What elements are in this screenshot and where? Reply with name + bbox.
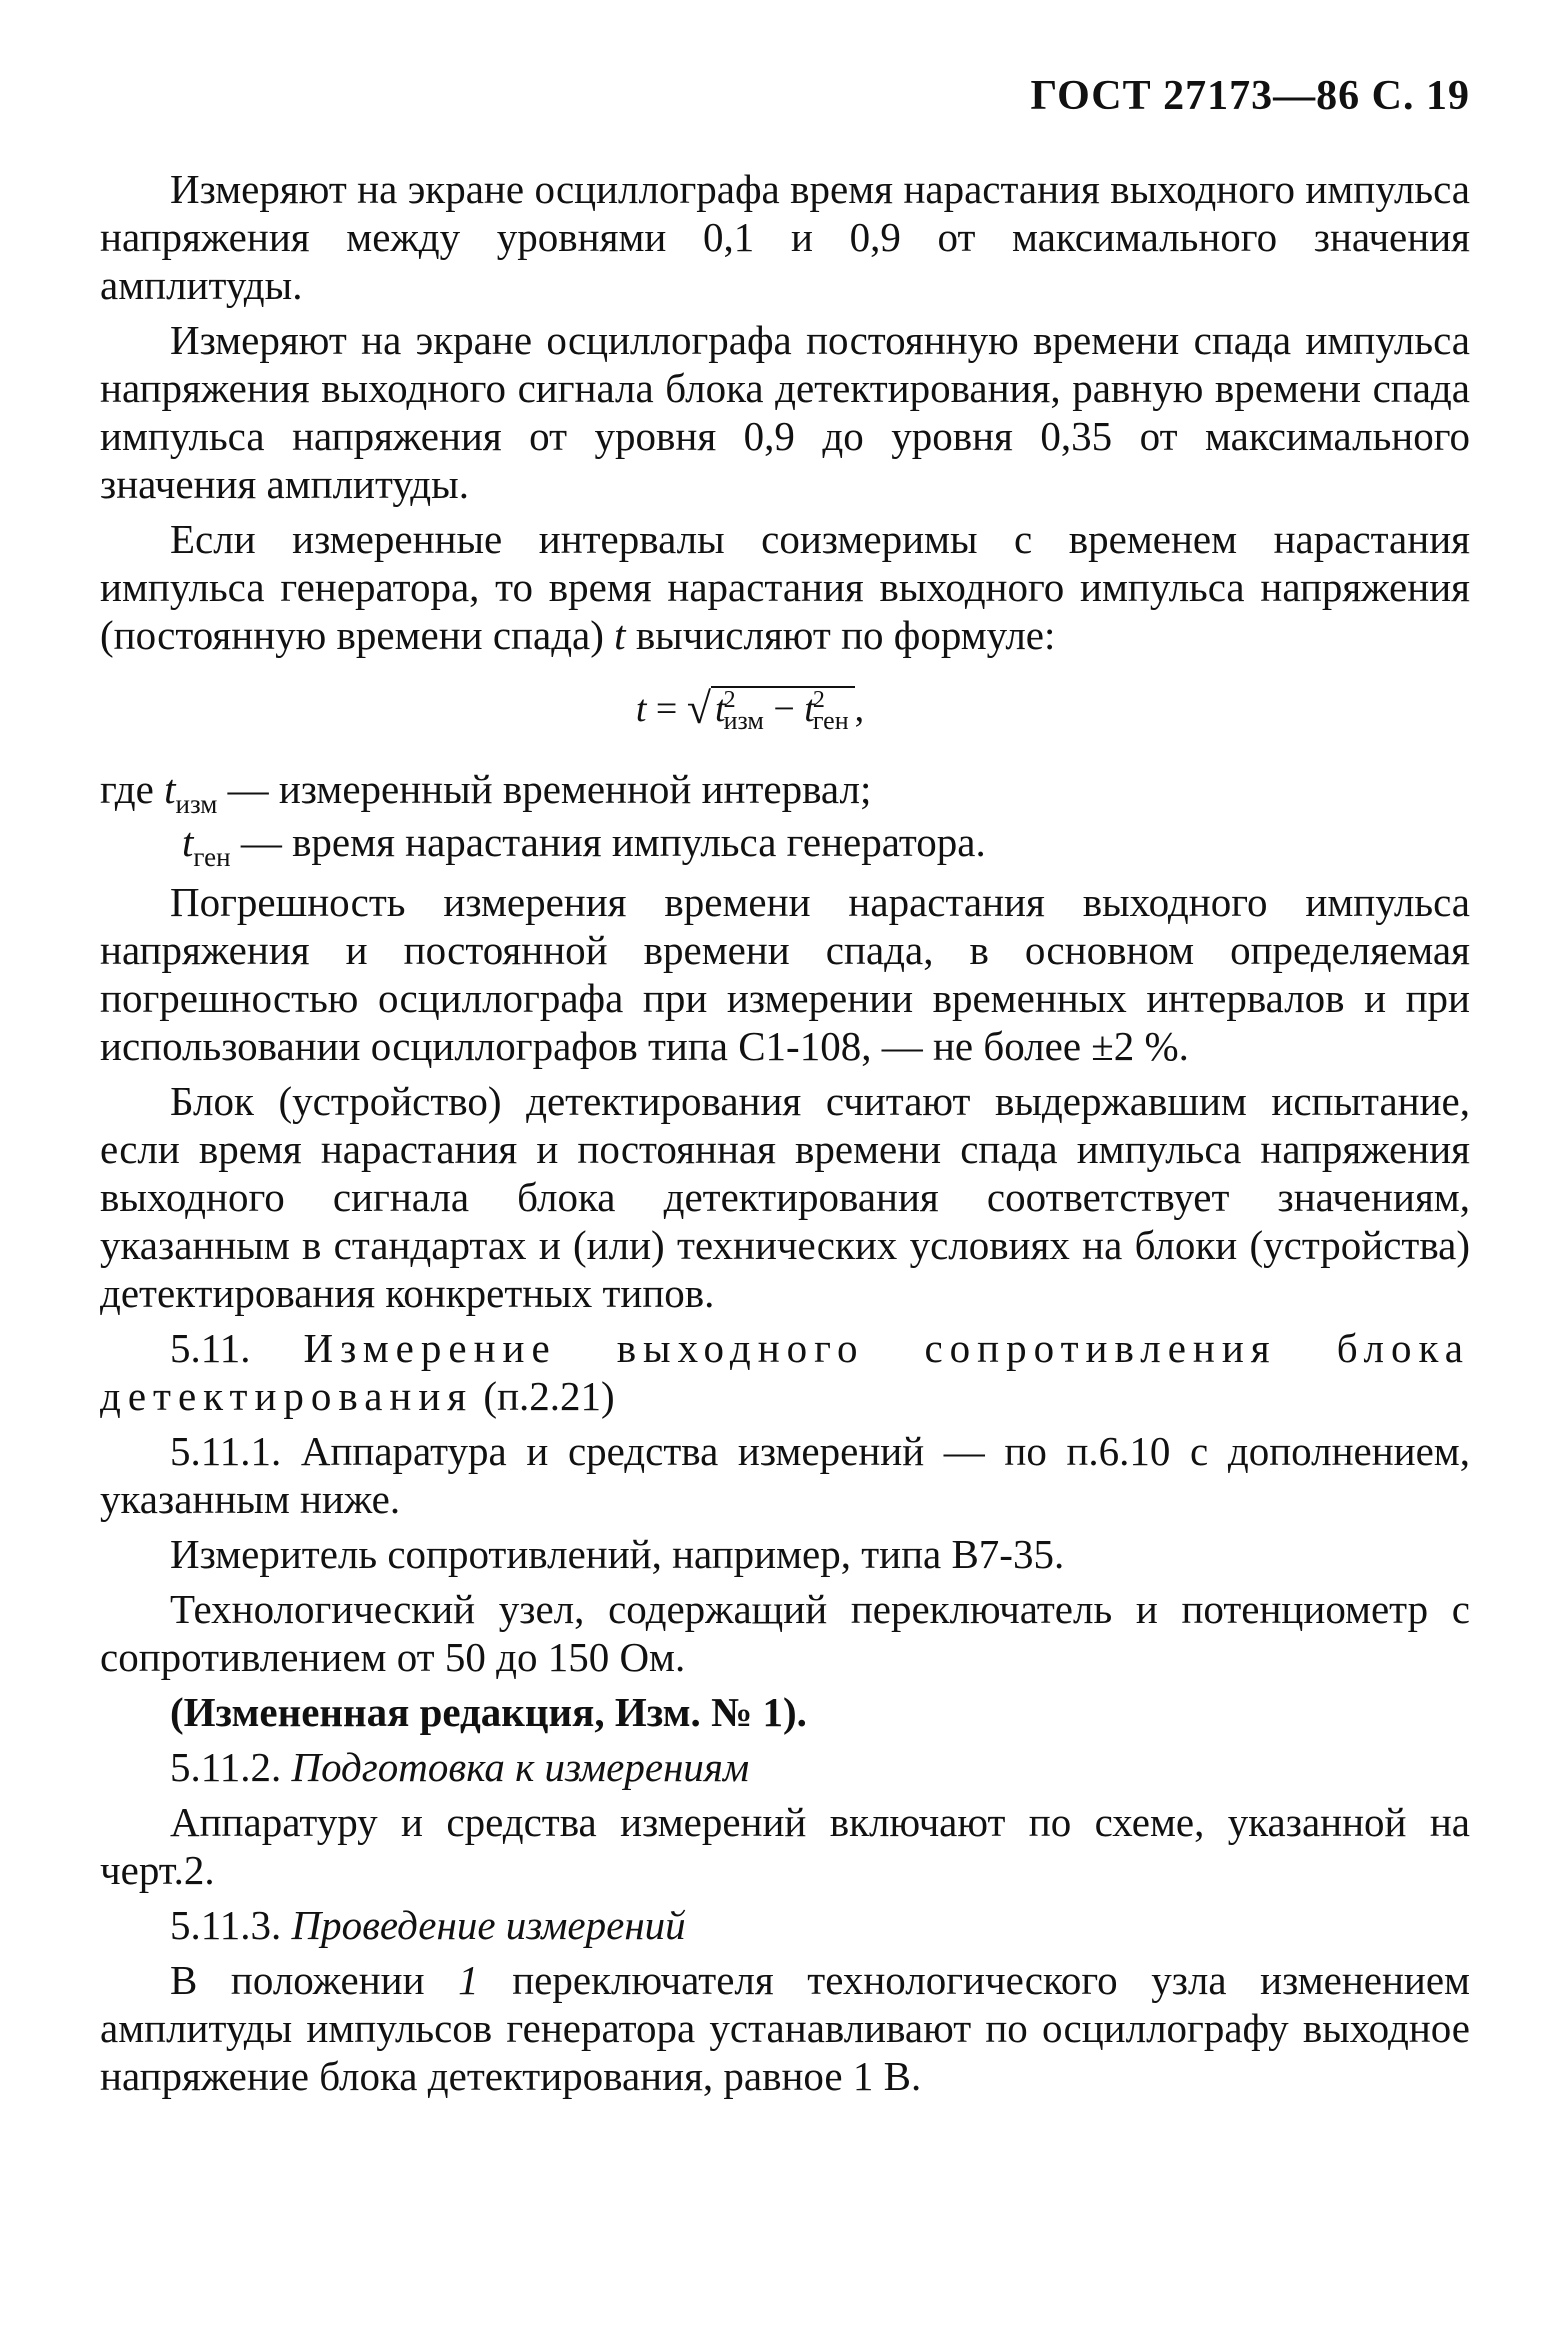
section-5-11-1: 5.11.1. Аппаратура и средства измерений — по п.6.10 с дополнением, указанным ниже. <box>100 1428 1470 1522</box>
page-header: ГОСТ 27173—86 С. 19 <box>1030 73 1470 119</box>
definition-t-izm: где $t_{изм}$ — измеренный временной интервал; <box>100 766 872 819</box>
paragraph-error: Погрешность измерения времени нарастания выходного импульса напряжения и постоянной времени спада, в основном определяемая погрешностью осциллографа при измерении временных интервалов и при использовании осциллографов типа С1-108, — не более ±2 %. <box>100 879 1470 1069</box>
revision-note: (Измененная редакция, Изм. № 1). <box>170 1689 807 1735</box>
paragraph-pass-criteria: Блок (устройство) детектирования считают выдержавшим испытание, если время нарастания и постоянная времени спада импульса напряжения выходного сигнала блока детектирования соответствует значениям, указанным в стандартах и (или) технических условиях на блоки (устройства) детектирования конкретных типов. <box>100 1078 1470 1316</box>
paragraph-resistance-meter: Измеритель сопротивлений, например, типа В7-35. <box>170 1531 1065 1577</box>
paragraph-formula-intro: Если измеренные интервалы соизмеримы с временем нарастания импульса генератора, то время нарастания выходного импульса напряжения (постоянную времени спада) t вычисляют по формуле: <box>100 516 1470 658</box>
section-5-11-2-heading: 5.11.2. Подготовка к измерениям <box>170 1744 750 1790</box>
variable-t: t <box>614 612 626 658</box>
paragraph-procedure: В положении 1 переключателя технологического узла изменением амплитуды импульсов генератора устанавливают по осциллографу выходное напряжение блока детектирования, равное 1 В. <box>100 1957 1471 2099</box>
formula: t = √ $t^2_{изм} - t^2_{ген}$ , <box>635 684 865 735</box>
definition-t-gen: $t_{ген}$ — время нарастания импульса генератора. <box>182 819 986 872</box>
section-5-11-3-heading: 5.11.3. Проведение измерений <box>170 1902 686 1948</box>
paragraph-rise-time: Измеряют на экране осциллографа время нарастания выходного импульса напряжения между уровнями 0,1 и 0,9 от максимального значения амплитуды. <box>100 166 1470 308</box>
paragraph-connection: Аппаратуру и средства измерений включают по схеме, указанной на черт.2. <box>100 1799 1470 1893</box>
paragraph-tech-unit: Технологический узел, содержащий переключатель и потенциометр с сопротивлением от 50 до 150 Ом. <box>100 1586 1470 1680</box>
paragraph-decay-constant: Измеряют на экране осциллографа постоянную времени спада импульса напряжения выходного сигнала блока детектирования, равную времени спада импульса напряжения от уровня 0,9 до уровня 0,35 от максимального значения амплитуды. <box>100 317 1470 507</box>
document-body <box>100 165 1470 2100</box>
section-5-11-heading: 5.11. Измерение выходного сопротивления блока детектирования (п.2.21) <box>100 1325 1470 1419</box>
square-root-icon: √ <box>686 684 712 733</box>
